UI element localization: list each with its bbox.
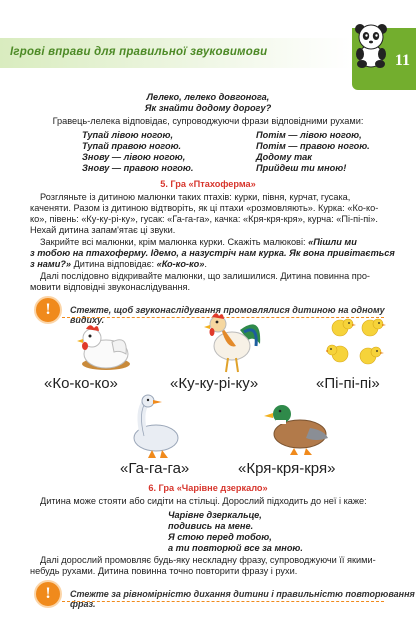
section-header-title: Ігрові вправи для правильної звуковимови	[10, 46, 268, 58]
move-line: Потім — лівою ногою,	[256, 130, 362, 140]
paragraph-line: ко», півень: «Ку-ку-рі-ку», гусак: «Га-га-га», качка: «Кря-кря-кря», курча: «Пі-пі-пі».	[30, 214, 378, 224]
paragraph-line: мовити відповідні звуконаслідування.	[30, 282, 191, 292]
poem-line: Лелеко, лелеко довгонога,	[146, 92, 270, 102]
warning-underline	[62, 601, 384, 602]
paragraph-line: Нехай дитина запам'ятає ці звуки.	[30, 225, 176, 235]
poem-line: Чарівне дзеркальце,	[168, 510, 262, 520]
paragraph-line: Далі дорослий промовляє будь-яку нескладну фразу, супроводжуючи її якими-	[40, 555, 376, 565]
poem-line: а ти повторюй все за мною.	[168, 543, 303, 553]
paragraph-line	[40, 237, 357, 248]
warning-text: Стежте за рівномірністю дихання дитини і правильністю повторювання фраз.	[70, 589, 415, 609]
game-title: 6. Гра «Чарівне дзеркало»	[148, 483, 268, 493]
page-number: 11	[394, 52, 410, 69]
goose-illustration	[124, 392, 184, 460]
hen-illustration	[72, 320, 134, 372]
hen-sound-label: «Ко-ко-ко»	[44, 375, 118, 392]
paragraph-line: Далі послідовно відкривайте малюнки, що залишилися. Дитина повинна про-	[40, 271, 370, 281]
poem-line: Як знайти додому дорогу?	[144, 103, 272, 113]
duck-illustration	[262, 398, 334, 456]
chicks-illustration	[326, 314, 392, 370]
move-line: Додому так	[256, 152, 312, 162]
text-span: .	[204, 259, 207, 269]
quote-line: з тобою на птахоферму. Ідемо, а назустріч нам курка. Як вона привітається	[30, 248, 395, 258]
panda-icon	[346, 20, 396, 70]
chicks-sound-label: «Пі-пі-пі»	[316, 375, 380, 392]
exclamation-circle-icon: !	[34, 580, 62, 608]
quote-span: з нами?»	[30, 259, 72, 269]
move-line: Прийдеш ти мною!	[256, 163, 347, 173]
poem-line: подивись на мене.	[168, 521, 254, 531]
paragraph-line: Дитина може стояти або сидіти на стільці. Дорослий підходить до неї і каже:	[40, 496, 367, 506]
paragraph-line: небудь рухами. Дитина повинна точно повторити фразу і рухи.	[30, 566, 298, 576]
rooster-illustration	[196, 310, 266, 376]
game-title: 5. Гра «Птахоферма»	[160, 179, 256, 189]
quote-span: «Пішли ми	[308, 237, 357, 247]
poem-line: Я стою перед тобою,	[168, 532, 272, 542]
rooster-sound-label: «Ку-ку-рі-ку»	[170, 375, 259, 392]
intro-text: Гравець-лелека відповідає, супроводжуючи фрази відповідними рухами:	[52, 116, 364, 126]
move-line: Потім — правою ногою.	[256, 141, 370, 151]
move-line: Знову — правою ногою.	[82, 163, 194, 173]
paragraph-line: Розгляньте із дитиною малюнки таких птахів: курки, півня, курчат, гусака,	[40, 192, 351, 202]
exclamation-circle-icon: !	[34, 296, 62, 324]
answer-span: «Ко-ко-ко»	[156, 259, 205, 269]
text-span: Дитина відповідає:	[71, 259, 157, 269]
move-line: Знову — лівою ногою,	[82, 152, 186, 162]
duck-sound-label: «Кря-кря-кря»	[238, 460, 336, 477]
goose-sound-label: «Га-га-га»	[120, 460, 190, 477]
warning-text: Стежте, щоб звуконаслідування промовлялися дитиною на одному видиху.	[70, 305, 385, 325]
move-line: Тупай правою ногою.	[82, 141, 182, 151]
text-span: Закрийте всі малюнки, крім малюнка курки. Скажіть малюкові:	[40, 237, 309, 247]
paragraph-line: каченяти. Разом із дитиною відтворіть, як ці птахи «розмовляють». Курка: «Ко-ко-	[30, 203, 379, 213]
move-line: Тупай лівою ногою,	[82, 130, 174, 140]
paragraph-line	[30, 259, 207, 270]
